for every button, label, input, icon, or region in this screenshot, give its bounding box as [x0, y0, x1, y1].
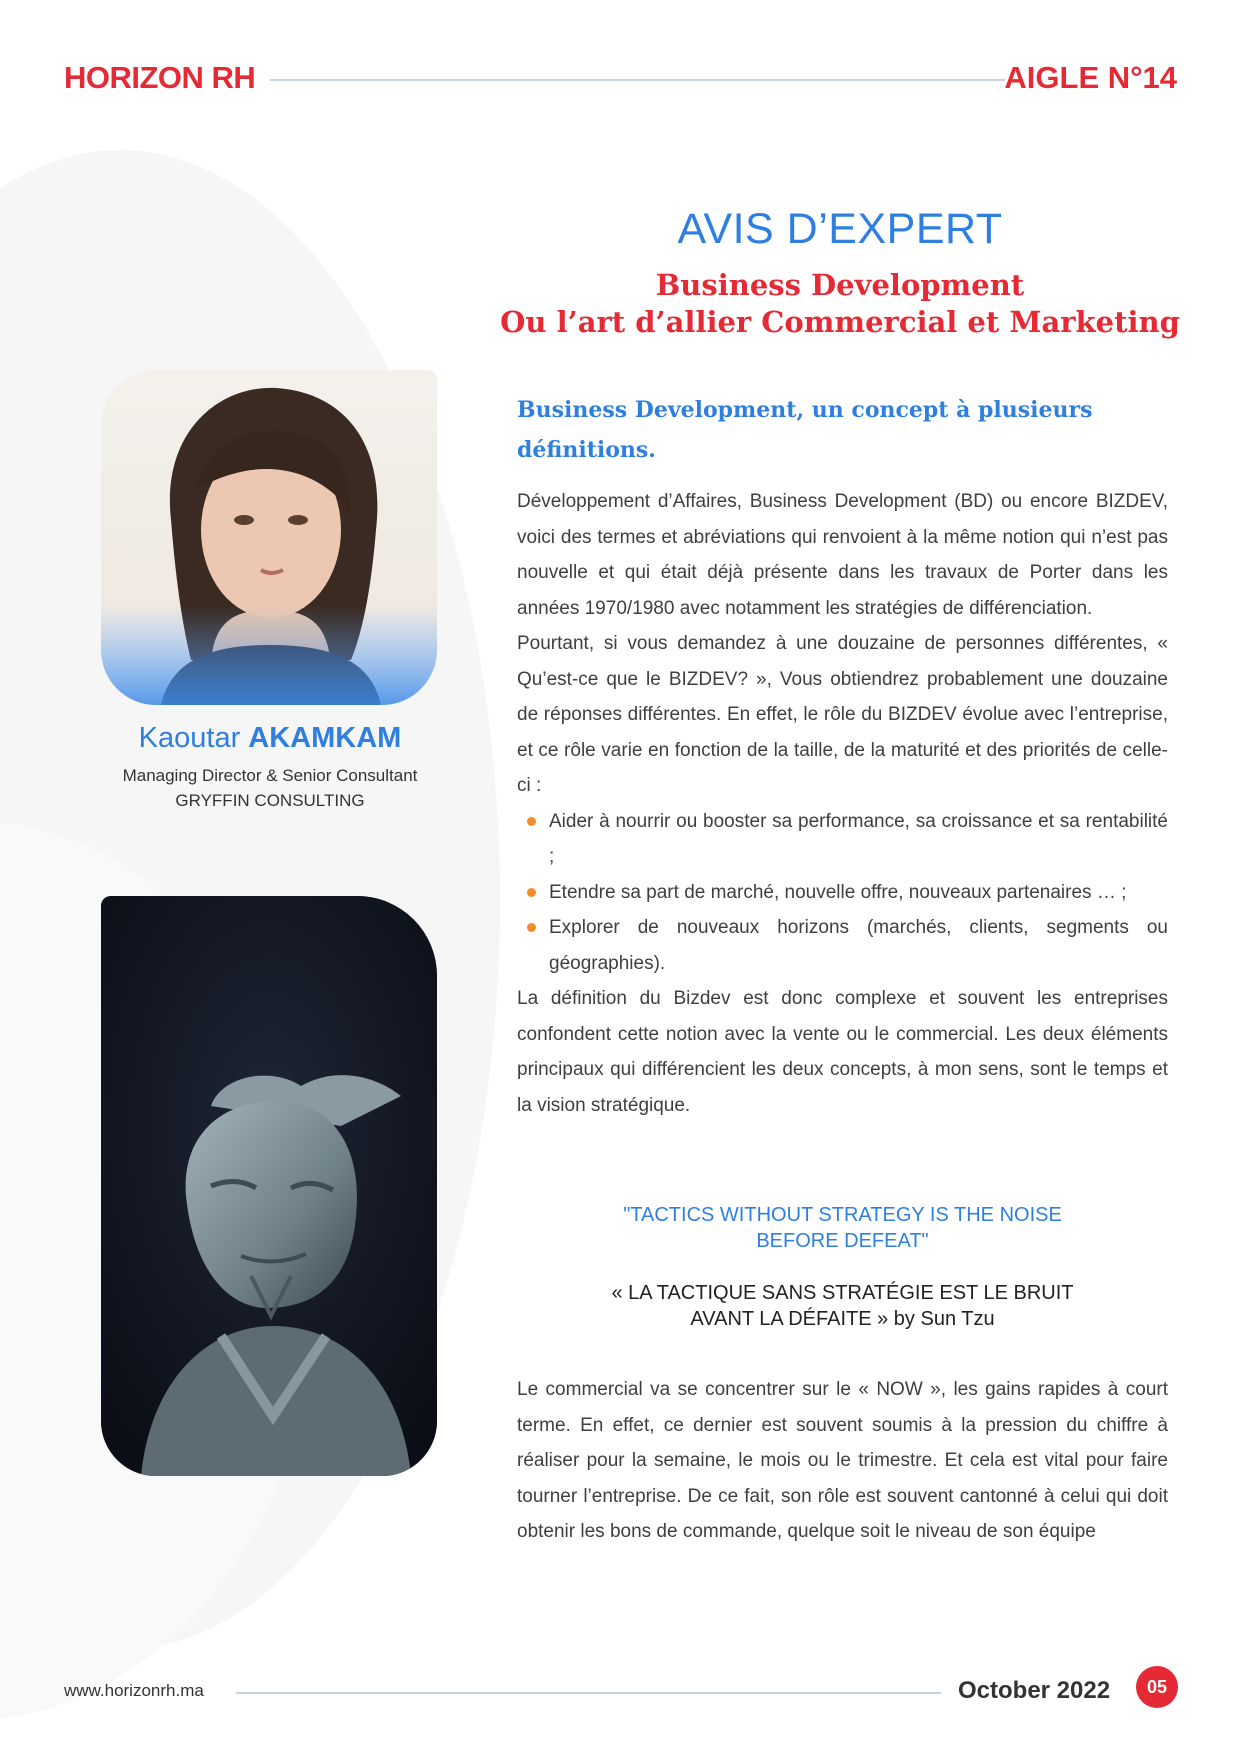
logo-part-horizon: HORIZON: [64, 60, 204, 95]
quote-french-line1: « LA TACTIQUE SANS STRATÉGIE EST LE BRUIT: [611, 1282, 1074, 1304]
author-company: GRYFFIN CONSULTING: [175, 791, 365, 810]
issue-date: October 2022: [958, 1677, 1111, 1704]
author-portrait-image: [101, 370, 437, 705]
quote-english: [517, 1202, 1168, 1254]
bullet-list: [517, 804, 1168, 982]
bullet-item: Explorer de nouveaux horizons (marchés, clients, segments ou géographies).: [549, 910, 1168, 981]
terracotta-statue-image: [101, 896, 437, 1476]
magazine-logo: [64, 60, 255, 96]
author-first-name: Kaoutar: [138, 722, 241, 754]
bullet-item: Etendre sa part de marché, nouvelle offre, nouveaux partenaires … ;: [549, 875, 1168, 911]
bullet-item: Aider à nourrir ou booster sa performance, sa croissance et sa rentabilité ;: [549, 804, 1168, 875]
paragraph: Développement d’Affaires, Business Development (BD) ou encore BIZDEV, voici des termes et abréviations qui renvoient à la même notion qui n’est pas nouvelle et qui était déjà présente dans les travaux de Porter dans les années 1970/1980 avec notamment les stratégies de différenciation.: [517, 491, 1168, 619]
logo-part-rh: RH: [211, 60, 256, 95]
quote-french-line2: AVANT LA DÉFAITE » by Sun Tzu: [690, 1308, 995, 1330]
article-subtitle-line1: Business Development: [655, 268, 1025, 302]
paragraph: Pourtant, si vous demandez à une douzaine de personnes différentes, « Qu’est-ce que le BIZDEV? », Vous obtiendrez probablement une douzaine de réponses différentes. En effet, le rôle du BIZDEV évolue avec l’entreprise, et ce rôle varie en fonction de la taille, de la maturité et des priorités de celle-ci :: [517, 633, 1168, 796]
footer-divider: [236, 1692, 941, 1694]
article-heading: Business Development, un concept à plusieurs définitions.: [517, 397, 1093, 463]
page-number-badge: 05: [1136, 1666, 1178, 1708]
paragraph: La définition du Bizdev est donc complexe et souvent les entreprises confondent cette notion avec la vente ou le commercial. Les deux éléments principaux qui différencient les deux concepts, à mon sens, sont le temps et la vision stratégique.: [517, 988, 1168, 1116]
article-body-continued: [517, 1372, 1168, 1550]
section-title: AVIS D’EXPERT: [677, 205, 1003, 253]
author-last-name: AKAMKAM: [248, 722, 402, 754]
quote-french: [517, 1280, 1168, 1332]
website-link[interactable]: www.horizonrh.ma: [64, 1681, 204, 1700]
paragraph: Le commercial va se concentrer sur le « NOW », les gains rapides à court terme. En effet, ce dernier est souvent soumis à la pression du chiffre à réaliser pour la semaine, le mois ou le trimestre. Et cela est vital pour faire tourner l’entreprise. De ce fait, son rôle est souvent cantonné à celui qui doit obtenir les bons de commande, quelque soit le niveau de son équipe: [517, 1379, 1168, 1542]
portrait-illustration: [101, 370, 437, 705]
author-name: [120, 722, 420, 755]
quote-english-line2: BEFORE DEFEAT": [756, 1230, 929, 1252]
author-role: Managing Director & Senior Consultant: [122, 766, 418, 785]
statue-illustration: [101, 896, 437, 1476]
header-divider: [270, 79, 1005, 81]
quote-english-line1: "TACTICS WITHOUT STRATEGY IS THE NOISE: [623, 1204, 1062, 1226]
article-body: [517, 484, 1168, 1123]
article-subtitle-line2: Ou l’art d’allier Commercial et Marketing: [500, 305, 1180, 339]
issue-number: AIGLE N°14: [1004, 60, 1177, 95]
